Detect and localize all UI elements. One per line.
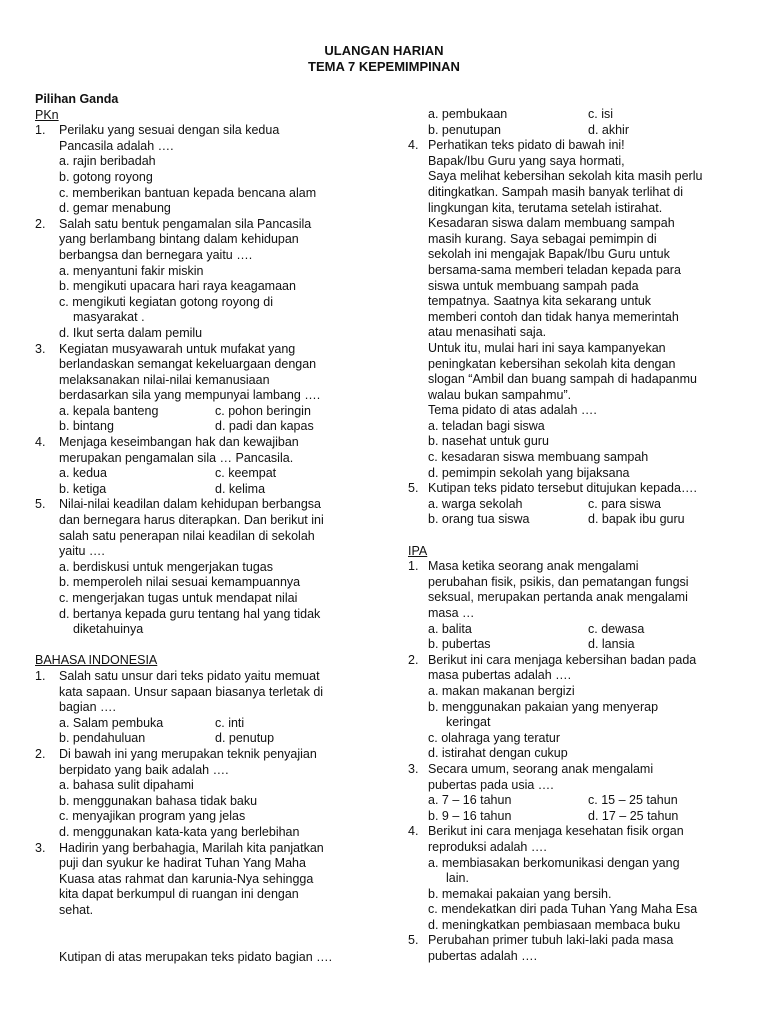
question-bi-3: 3. Hadirin yang berbahagia, Marilah kita panjatkan (35, 840, 324, 855)
question-ipa-1: 1. Masa ketika seorang anak mengalami (408, 559, 639, 574)
question-text: puji dan syukur ke hadirat Tuhan Yang Maha (59, 856, 306, 871)
question-pkn-1: 1. Perilaku yang sesuai dengan sila kedua (35, 123, 280, 138)
subject-heading-pkn: PKn (35, 107, 59, 122)
option: d. menggunakan kata-kata yang berlebihan (59, 824, 300, 839)
option: d. bertanya kepada guru tentang hal yang tidak (59, 606, 321, 621)
option: c. olahraga yang teratur (428, 730, 561, 745)
option-row: a. 7 – 16 tahun c. 15 – 25 tahun (428, 793, 678, 808)
option-row: b. bintang d. padi dan kapas (59, 419, 314, 434)
option: c. mengerjakan tugas untuk mendapat nilai (59, 591, 298, 605)
option-row: b. orang tua siswa d. bapak ibu guru (428, 512, 685, 527)
question-text: salah satu penerapan nilai keadilan di sekolah (59, 528, 315, 543)
question-text: yang berlambang bintang dalam kehidupan (59, 232, 299, 247)
question-text: merupakan pengamalan sila … Pancasila. (59, 450, 294, 465)
option: a. membiasakan berkomunikasi dengan yang (428, 855, 680, 870)
option: b. memakai pakaian yang bersih. (428, 886, 612, 901)
subject-heading-bahasa-indonesia: BAHASA INDONESIA (35, 653, 158, 668)
option-row: a. warga sekolah c. para siswa (428, 496, 661, 511)
speech-text: slogan “Ambil dan buang sampah di hadapanmu (428, 372, 697, 387)
option: c. menyajikan program yang jelas (59, 809, 246, 824)
question-ipa-5: 5. Perubahan primer tubuh laki-laki pada masa (408, 933, 674, 948)
question-text: dan bernegara harus diterapkan. Dan berikut ini (59, 513, 324, 528)
question-bi-2: 2. Di bawah ini yang merupakan teknik penyajian (35, 746, 317, 761)
speech-text: Kesadaran siswa dalam membuang sampah (428, 216, 675, 231)
option: b. memperoleh nilai sesuai kemampuannya (59, 575, 301, 590)
question-pkn-3: 3. Kegiatan musyawarah untuk mufakat yang (35, 341, 296, 356)
question-text: perubahan fisik, psikis, dan pematangan fungsi (428, 574, 689, 589)
question-ipa-4: 4. Berikut ini cara menjaga kesehatan fisik organ (408, 824, 684, 839)
option: c. kesadaran siswa membuang sampah (428, 450, 649, 465)
option-row: b. penutupan d. akhir (428, 122, 629, 137)
question-text: masa … (428, 606, 475, 620)
question-text: pubertas adalah …. (428, 949, 538, 964)
option-row: a. pembukaan c. isi (428, 107, 613, 121)
question-text: masa pubertas adalah …. (428, 668, 572, 683)
speech-text: ditingkatkan. Sampah masih banyak terlihat di (428, 184, 684, 199)
option: a. berdiskusi untuk mengerjakan tugas (59, 559, 274, 574)
question-text: sehat. (59, 902, 94, 917)
question-text: berbangsa dan bernegara yaitu …. (59, 247, 253, 262)
option-row: a. kedua c. keempat (59, 466, 277, 481)
option: b. menggunakan bahasa tidak baku (59, 793, 258, 808)
option-row: a. Salam pembuka c. inti (59, 715, 245, 730)
option-row: b. ketiga d. kelima (59, 481, 266, 496)
speech-text: peningkatan kebersihan sekolah kita dengan (428, 356, 676, 371)
question-text: Tema pidato di atas adalah …. (428, 403, 597, 418)
option: a. makan makanan bergizi (428, 683, 575, 698)
question-text: Kutipan di atas merupakan teks pidato bagian …. (59, 949, 333, 964)
option: d. gemar menabung (59, 201, 171, 216)
speech-text: tempatnya. Saatnya kita sekarang untuk (428, 294, 652, 309)
option-continuation: keringat (446, 715, 491, 730)
speech-text: siswa untuk membuang sampah pada (428, 278, 639, 293)
question-bi-1: 1. Salah satu unsur dari teks pidato yaitu memuat (35, 668, 320, 683)
option-continuation: masyarakat . (73, 310, 145, 325)
question-text: bagian …. (59, 700, 116, 715)
question-ipa-2: 2. Berikut ini cara menjaga kebersihan badan pada (408, 652, 697, 667)
document-subtitle: TEMA 7 KEPEMIMPINAN (308, 59, 460, 74)
question-pkn-4: 4. Menjaga keseimbangan hak dan kewajiban (35, 435, 299, 450)
question-text: pubertas pada usia …. (428, 777, 554, 792)
right-column (408, 107, 738, 965)
speech-text: lingkungan kita, terutama setelah istirahat. (428, 200, 663, 215)
subject-heading-ipa: IPA (408, 543, 428, 558)
question-text: Pancasila adalah …. (59, 138, 174, 153)
option: a. bahasa sulit dipahami (59, 778, 194, 793)
option: b. mengikuti upacara hari raya keagamaan (59, 279, 296, 294)
option-row: a. kepala banteng c. pohon beringin (59, 403, 311, 418)
option-continuation: lain. (446, 871, 469, 886)
option-row: a. balita c. dewasa (428, 621, 645, 636)
question-text: seksual, merupakan pertanda anak mengalami (428, 590, 688, 605)
speech-text: walau bukan sampahmu”. (428, 387, 572, 402)
option-row: b. pendahuluan d. penutup (59, 731, 275, 746)
option: d. meningkatkan pembiasaan membaca buku (428, 917, 681, 932)
speech-text: sekolah ini mengajak Bapak/Ibu Guru untuk (428, 247, 670, 262)
question-text: kita dapat berkumpul di ruangan ini dengan (59, 887, 299, 902)
speech-text: masih kurang. Saya sebagai pemimpin di (428, 231, 657, 246)
question-pkn-5: 5. Nilai-nilai keadilan dalam kehidupan berbangsa (35, 497, 321, 512)
question-text: melaksanakan nilai-nilai kemanusiaan (59, 372, 270, 387)
option-continuation: diketahuinya (73, 622, 144, 637)
option-row: b. 9 – 16 tahun d. 17 – 25 tahun (428, 808, 679, 823)
speech-text: atau menasihati saja. (428, 325, 547, 340)
question-text: berpidato yang baik adalah …. (59, 762, 229, 777)
option: d. Ikut serta dalam pemilu (59, 325, 203, 340)
question-pkn-2: 2. Salah satu bentuk pengamalan sila Pancasila (35, 216, 312, 231)
document-title: ULANGAN HARIAN (324, 43, 444, 58)
question-text: berlandaskan semangat kekeluargaan dengan (59, 357, 317, 372)
speech-text: memberi contoh dan tidak hanya memerintah (428, 309, 679, 324)
question-text: kata sapaan. Unsur sapaan biasanya terletak di (59, 684, 324, 699)
option-row: b. pubertas d. lansia (428, 637, 635, 652)
question-text: yaitu …. (59, 544, 105, 559)
question-text: reproduksi adalah …. (428, 839, 547, 854)
option: b. nasehat untuk guru (428, 434, 549, 449)
speech-text: bersama-sama memberi teladan kepada para (428, 262, 681, 277)
question-ipa-3: 3. Secara umum, seorang anak mengalami (408, 761, 654, 776)
speech-text: Untuk itu, mulai hari ini saya kampanyekan (428, 340, 666, 355)
option: c. mendekatkan diri pada Tuhan Yang Maha Esa (428, 902, 698, 917)
question-bi-5: 5. Kutipan teks pidato tersebut ditujukan kepada…. (408, 481, 697, 496)
option: d. istirahat dengan cukup (428, 746, 568, 761)
option: c. memberikan bantuan kepada bencana alam (59, 185, 317, 200)
left-column (35, 92, 370, 965)
speech-text: Saya melihat kebersihan sekolah kita masih perlu (428, 169, 703, 184)
option: a. teladan bagi siswa (428, 418, 545, 433)
option: c. mengikuti kegiatan gotong royong di (59, 294, 274, 309)
option: d. pemimpin sekolah yang bijaksana (428, 465, 630, 480)
question-text: berdasarkan sila yang mempunyai lambang …. (59, 388, 321, 403)
option: a. rajin beribadah (59, 154, 156, 169)
question-bi-4: 4. Perhatikan teks pidato di bawah ini! (408, 138, 625, 153)
section-heading: Pilihan Ganda (35, 92, 119, 106)
option: b. menggunakan pakaian yang menyerap (428, 699, 659, 714)
option: b. gotong royong (59, 169, 153, 184)
speech-text: Bapak/Ibu Guru yang saya hormati, (428, 153, 625, 168)
option: a. menyantuni fakir miskin (59, 263, 204, 278)
question-text: Kuasa atas rahmat dan karunia-Nya sehingga (59, 871, 314, 886)
